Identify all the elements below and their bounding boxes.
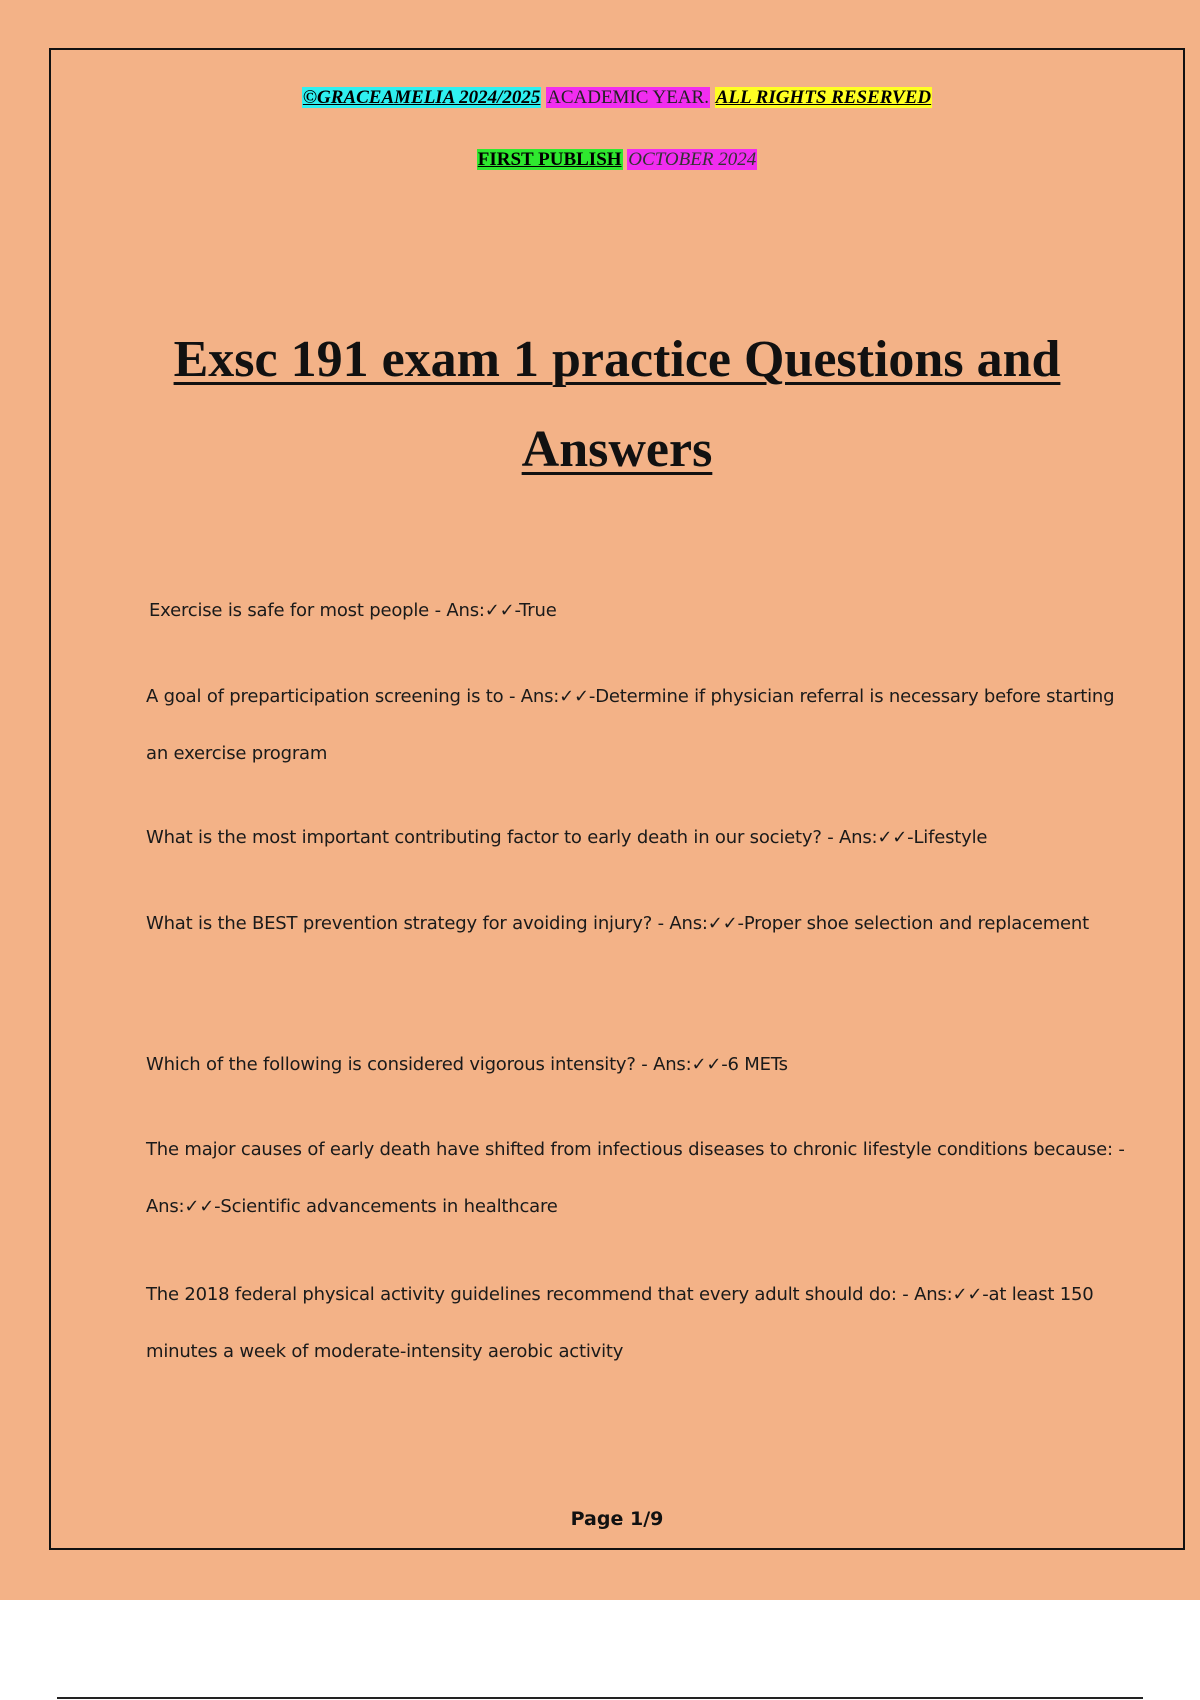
copyright-header bbox=[51, 86, 1183, 110]
qa-item: The major causes of early death have shifted from infectious diseases to chronic lifestyle conditions because: - Ans:✓✓-Scientific advancements in healthcare bbox=[146, 1139, 1125, 1217]
qa-item: What is the most important contributing factor to early death in our society? - Ans:✓✓-Lifestyle bbox=[146, 827, 988, 848]
title-line-2: Answers bbox=[521, 421, 713, 478]
qa-item: A goal of preparticipation screening is to - Ans:✓✓-Determine if physician referral is necessary before starting an exercise program bbox=[146, 686, 1115, 764]
next-page-rule bbox=[57, 1697, 1143, 1699]
qa-item: Which of the following is considered vigorous intensity? - Ans:✓✓-6 METs bbox=[146, 1054, 788, 1075]
first-publish-text: FIRST PUBLISH bbox=[477, 149, 622, 170]
qa-item: The 2018 federal physical activity guidelines recommend that every adult should do: - Ans:✓✓-at least 150 minutes a week of moderate-intensity aerobic activity bbox=[146, 1284, 1094, 1362]
page-number: Page 1/9 bbox=[570, 1508, 664, 1530]
copyright-text: ©GRACEAMELIA 2024/2025 bbox=[302, 87, 541, 108]
document-title bbox=[51, 315, 1183, 495]
page-border-frame bbox=[49, 48, 1185, 1550]
publish-date-text: OCTOBER 2024 bbox=[628, 149, 757, 170]
publish-header bbox=[51, 148, 1183, 172]
qa-item: What is the BEST prevention strategy for avoiding injury? - Ans:✓✓-Proper shoe selection and replacement bbox=[146, 913, 1089, 934]
qa-item: Exercise is safe for most people - Ans:✓✓-True bbox=[149, 600, 557, 621]
title-line-1: Exsc 191 exam 1 practice Questions and bbox=[173, 331, 1061, 388]
academic-year-text: ACADEMIC YEAR. bbox=[547, 87, 709, 108]
rights-reserved-text: ALL RIGHTS RESERVED bbox=[715, 87, 932, 108]
